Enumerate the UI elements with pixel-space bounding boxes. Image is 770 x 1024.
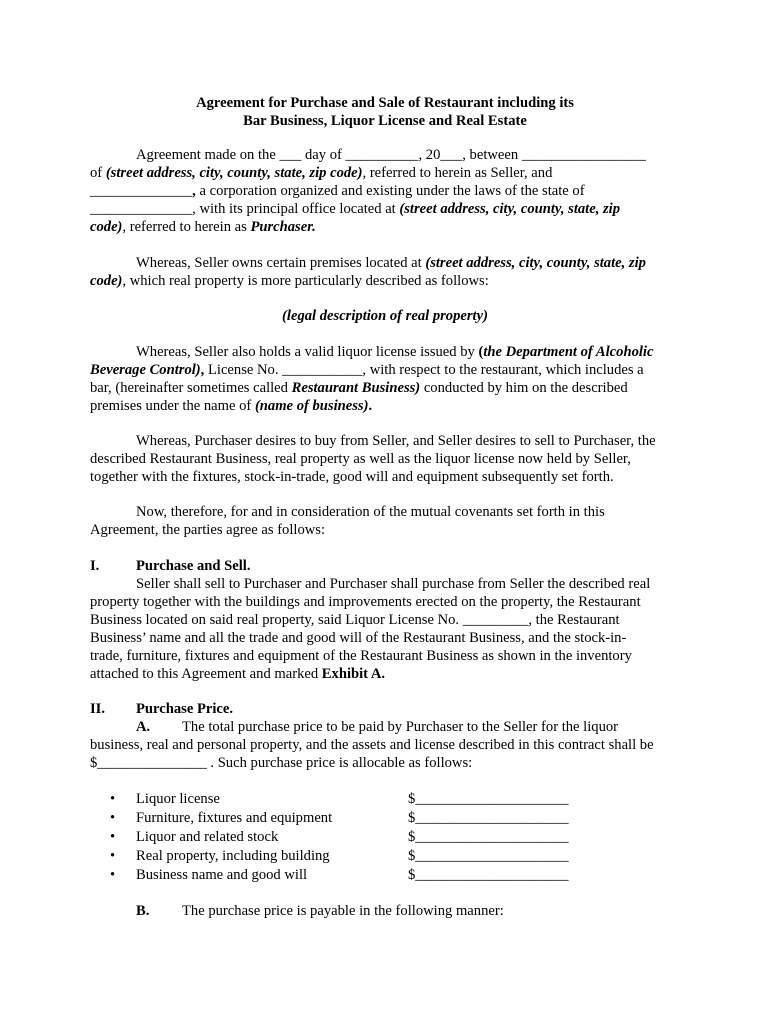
whereas-license-line-2: Beverage Control), License No. ___________, with respect to the restaurant, which includes a <box>90 362 644 378</box>
whereas-license-line-1: Whereas, Seller also holds a valid liquor license issued by (the Department of Alcoholic <box>136 344 654 360</box>
subsection-a-line-2: business, real and personal property, and the assets and license described in this contract shall be <box>90 737 654 753</box>
now-therefore-line-2: Agreement, the parties agree as follows: <box>90 522 326 538</box>
section-1-line-4: Business’ name and all the trade and good will of the Restaurant Business, and the stock-in- <box>90 630 627 646</box>
section-1-line-5: trade, furniture, fixtures and equipment of the Restaurant Business as shown in the inventory <box>90 648 632 664</box>
bullet-icon: • <box>110 848 116 864</box>
subsection-a-label: A. <box>136 719 151 735</box>
section-1-line-1: Seller shall sell to Purchaser and Purchaser shall purchase from Seller the described real <box>136 576 651 592</box>
agreement-purchaser-line: code), referred to herein as Purchaser. <box>90 219 316 235</box>
now-therefore-line-1: Now, therefore, for and in consideration of the mutual covenants set forth in this <box>136 504 605 520</box>
whereas-premises-line-2: code), which real property is more particularly described as follows: <box>90 273 489 289</box>
amount-blank: $_____________________ <box>408 829 569 845</box>
section-2-number: II. <box>90 701 106 717</box>
whereas-license-line-4: premises under the name of (name of business). <box>90 398 373 414</box>
section-1-line-3: Business located on said real property, said Liquor License No. _________, the Restaurant <box>90 612 620 628</box>
bullet-icon: • <box>110 810 116 826</box>
bullet-icon: • <box>110 791 116 807</box>
section-2-heading: Purchase Price. <box>136 701 233 717</box>
agreement-office-line: ______________, with its principal office located at (street address, city, county, state, zip <box>90 201 621 217</box>
agreement-intro-line: Agreement made on the ___ day of __________, 20___, between _________________ <box>136 147 646 163</box>
document-title-line-2: Bar Business, Liquor License and Real Estate <box>243 113 527 129</box>
whereas-license-line-3: bar, (hereinafter sometimes called Restaurant Business) conducted by him on the described <box>90 380 628 396</box>
agreement-seller-line: of (street address, city, county, state, zip code), referred to herein as Seller, and <box>90 165 553 181</box>
subsection-b-text: The purchase price is payable in the following manner: <box>182 903 504 919</box>
subsection-a-line-3: $_______________ . Such purchase price is allocable as follows: <box>90 755 473 771</box>
subsection-a-line-1: The total purchase price to be paid by Purchaser to the Seller for the liquor <box>182 719 619 735</box>
section-1-line-2: property together with the buildings and improvements erected on the property, the Restaurant <box>90 594 641 610</box>
amount-blank: $_____________________ <box>408 867 569 883</box>
section-1-number: I. <box>90 558 100 574</box>
document-page: Agreement for Purchase and Sale of Restaurant including its Bar Business, Liquor License and Real Estate Agreement made on the ___ day of __________, 20___, between _________________ of (street address, city, county, state, zip code), referred to herein as Seller, and ______________, a corporation organized and existing under the laws of the state of ______________, with its principal office located at (street address, city, county, state, zip code), referred to herein as Purchaser. Whereas, Seller owns certain premises located at (street address, city, county, state, zip code), which real property is more particularly described as follows: (legal description of real property) Whereas, Seller also holds a valid liquor license issued by (the Department of Alcoholic Beverage Control), License No. ___________, with respect to the restaurant, which includes a bar, (hereinafter sometimes called Restaurant Business) conducted by him on the described premises under the name of (name of business). Whereas, Purchaser desires to buy from Seller, and Seller desires to sell to Purchaser, the described Restaurant Business, real property as well as the liquor license now held by Seller, together with the fixtures, stock-in-trade, good will and equipment subsequently set forth. Now, therefore, for and in consideration of the mutual covenants set forth in this Agreement, the parties agree as follows: I. Purchase and Sell. Seller shall sell to Purchaser and Purchaser shall purchase from Seller the described real property together with the buildings and improvements erected on the property, the Restaurant Business located on said real property, said Liquor License No. _________, the Restaurant Business’ name and all the trade and good will of the Restaurant Business, and the stock-in- trade, furniture, fixtures and equipment of the Restaurant Business as shown in the inventory attached to this Agreement and marked Exhibit A. II. Purchase Price. A. The total purchase price to be paid by Purchaser to the Seller for the liquor business, real and personal property, and the assets and license described in this contract shall be $_______________ . Such purchase price is allocable as follows: • Liquor license $_____________________ • Furniture, fixtures and equipment $_____________________ • Liquor and related stock $_____________________ • Real property, including building $_____________________ • Business name and good will $_____________________ B. The purchase price is payable in the following manner: <box>0 0 770 1024</box>
amount-blank: $_____________________ <box>408 791 569 807</box>
section-1-heading: Purchase and Sell. <box>136 558 251 574</box>
legal-description-placeholder: (legal description of real property) <box>282 308 488 324</box>
amount-blank: $_____________________ <box>408 848 569 864</box>
agreement-corporation-line: ______________, a corporation organized and existing under the laws of the state of <box>90 183 585 199</box>
section-1-line-6: attached to this Agreement and marked Exhibit A. <box>90 666 386 682</box>
subsection-b-label: B. <box>136 903 150 919</box>
whereas-purchaser-line-3: together with the fixtures, stock-in-trade, good will and equipment subsequently set forth. <box>90 469 614 485</box>
whereas-purchaser-line-1: Whereas, Purchaser desires to buy from Seller, and Seller desires to sell to Purchaser, the <box>136 433 656 449</box>
whereas-purchaser-line-2: described Restaurant Business, real property as well as the liquor license now held by Seller, <box>90 451 631 467</box>
bullet-icon: • <box>110 867 116 883</box>
document-title-line-1: Agreement for Purchase and Sale of Restaurant including its <box>196 95 574 111</box>
whereas-premises-line-1: Whereas, Seller owns certain premises located at (street address, city, county, state, zip <box>136 255 646 271</box>
amount-blank: $_____________________ <box>408 810 569 826</box>
bullet-icon: • <box>110 829 116 845</box>
